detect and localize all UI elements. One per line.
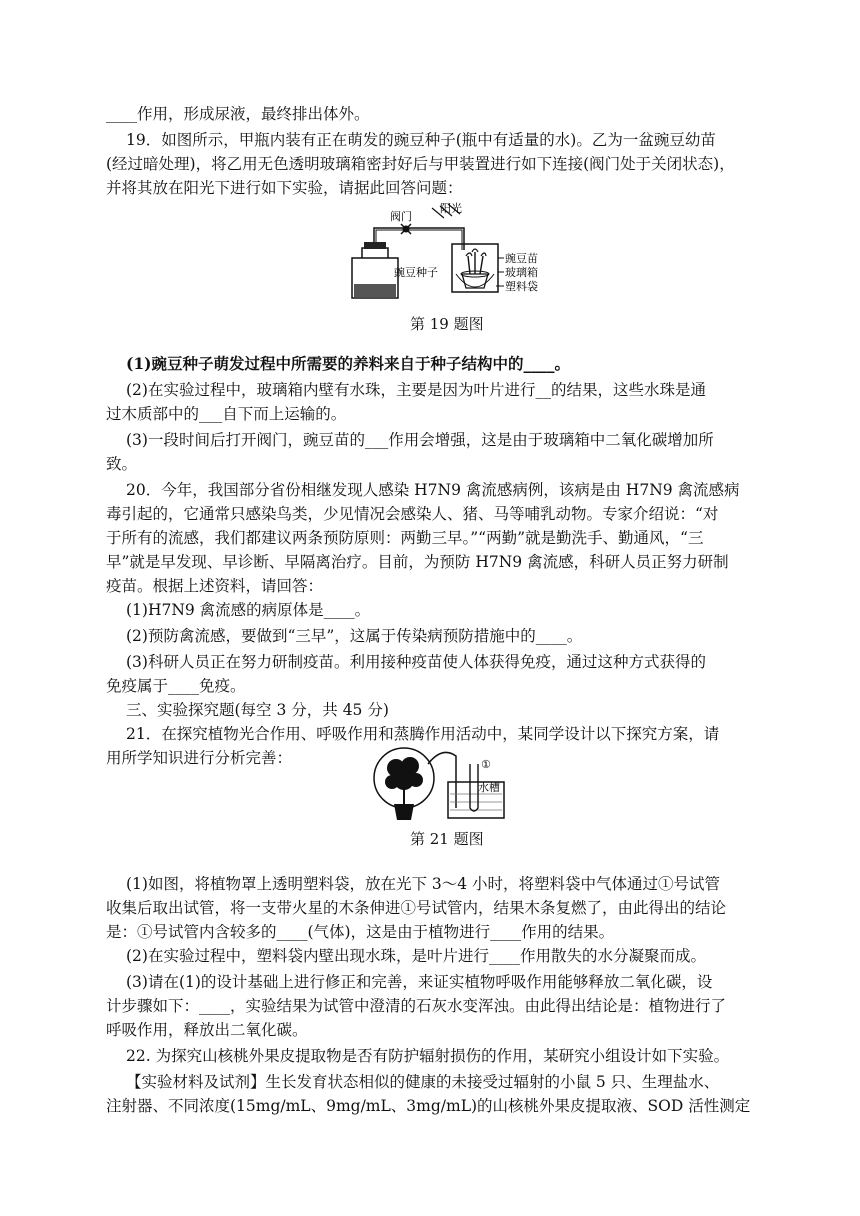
- q19-part-1: (1)豌豆种子萌发过程中所需要的养料来自于种子结构中的____。: [126, 354, 570, 373]
- label-plastic-bag: 塑料袋: [505, 280, 538, 293]
- figure-21-caption: 第 21 题图: [410, 830, 484, 848]
- section-3-heading: 三、实验探究题(每空 3 分，共 45 分): [126, 701, 389, 719]
- q19-part-3: (3)一段时间后打开阀门，豌豆苗的___作用会增强，这是由于玻璃箱中二氧化碳增加所: [126, 431, 714, 449]
- text-line: 毒引起的，它通常只感染鸟类，少见情况会感染人、猪、马等哺乳动物。专家介绍说：“对: [106, 505, 719, 523]
- text-line: 致。: [106, 455, 138, 473]
- text-line: 是：①号试管内含较多的____(气体)，这是由于植物进行____作用的结果。: [106, 923, 615, 941]
- text-line: 收集后取出试管，将一支带火星的木条伸进①号试管内，结果木条复燃了，由此得出的结论: [106, 899, 727, 917]
- text-line: 疫苗。根据上述资料，请回答：: [106, 577, 324, 595]
- q20-part-1: (1)H7N9 禽流感的病原体是____。: [126, 601, 371, 619]
- label-valve: 阀门: [390, 210, 412, 223]
- q21-part-1: (1)如图，将植物罩上透明塑料袋，放在光下 3～4 小时，将塑料袋中气体通过①号试管: [126, 875, 721, 893]
- label-seedling: 豌豆苗: [505, 252, 538, 265]
- q22-materials: 【实验材料及试剂】生长发育状态相似的健康的未接受过辐射的小鼠 5 只、生理盐水、: [126, 1073, 720, 1091]
- q20-part-2: (2)预防禽流感，要做到“三早”，这属于传染病预防措施中的____。: [126, 627, 583, 645]
- figure-19-apparatus: [340, 200, 540, 304]
- q20-part-3: (3)科研人员正在努力研制疫苗。利用接种疫苗使人体获得免疫，通过这种方式获得的: [126, 653, 706, 671]
- text-line: (经过暗处理)，将乙用无色透明玻璃箱密封好后与甲装置进行如下连接(阀门处于关闭状态)，: [106, 155, 735, 173]
- text-line: 于所有的流感，我们都建议两条预防原则：两勤三早。”“两勤”就是勤洗手、勤通风，“三: [106, 529, 704, 547]
- text-line: 免疫属于____免疫。: [106, 677, 246, 695]
- text-line: 并将其放在阳光下进行如下实验，请据此回答问题：: [106, 179, 463, 197]
- text-line: 注射器、不同浓度(15mg/mL、9mg/mL、3mg/mL)的山核桃外果皮提取液、SOD 活性测定: [106, 1097, 751, 1115]
- text-line: 计步骤如下：____，实验结果为试管中澄清的石灰水变浑浊。由此得出结论是：植物进行了: [106, 997, 727, 1015]
- label-glass-box: 玻璃箱: [505, 266, 538, 279]
- question-21-stem: 21．在探究植物光合作用、呼吸作用和蒸腾作用活动中，某同学设计以下探究方案，请: [126, 725, 720, 743]
- q21-part-3: (3)请在(1)的设计基础上进行修正和完善，来证实植物呼吸作用能够释放二氧化碳，设: [126, 973, 713, 991]
- q21-part-2: (2)在实验过程中，塑料袋内壁出现水珠，是叶片进行____作用散失的水分凝聚而成。: [126, 947, 706, 965]
- text-line: 早”就是早发现、早诊断、早隔离治疗。目前，为预防 H7N9 禽流感，科研人员正努力研制: [106, 553, 729, 571]
- text-line: 过木质部中的___自下而上运输的。: [106, 405, 347, 423]
- text-line: ____作用，形成尿液，最终排出体外。: [106, 105, 370, 123]
- label-sunlight: 阳光: [440, 202, 462, 215]
- q19-part-2: (2)在实验过程中，玻璃箱内壁有水珠，主要是因为叶片进行__的结果，这些水珠是通: [126, 381, 706, 399]
- label-water-tank: 水槽: [478, 781, 500, 794]
- figure-19-caption: 第 19 题图: [410, 315, 484, 333]
- figure-21-apparatus: [370, 742, 510, 824]
- text-line: 用所学知识进行分析完善：: [106, 749, 293, 767]
- question-22-stem: 22. 为探究山核桃外果皮提取物是否有防护辐射损伤的作用，某研究小组设计如下实验。: [126, 1047, 730, 1065]
- question-19-stem: 19．如图所示，甲瓶内装有正在萌发的豌豆种子(瓶中有适量的水)。乙为一盆豌豆幼苗: [126, 131, 716, 149]
- text-line: 呼吸作用，释放出二氧化碳。: [106, 1021, 308, 1039]
- label-seeds: 豌豆种子: [394, 266, 438, 279]
- question-20-stem: 20．今年，我国部分省份相继发现人感染 H7N9 禽流感病例，该病是由 H7N9 禽流感病: [126, 481, 740, 499]
- label-tube-number: ①: [481, 758, 491, 771]
